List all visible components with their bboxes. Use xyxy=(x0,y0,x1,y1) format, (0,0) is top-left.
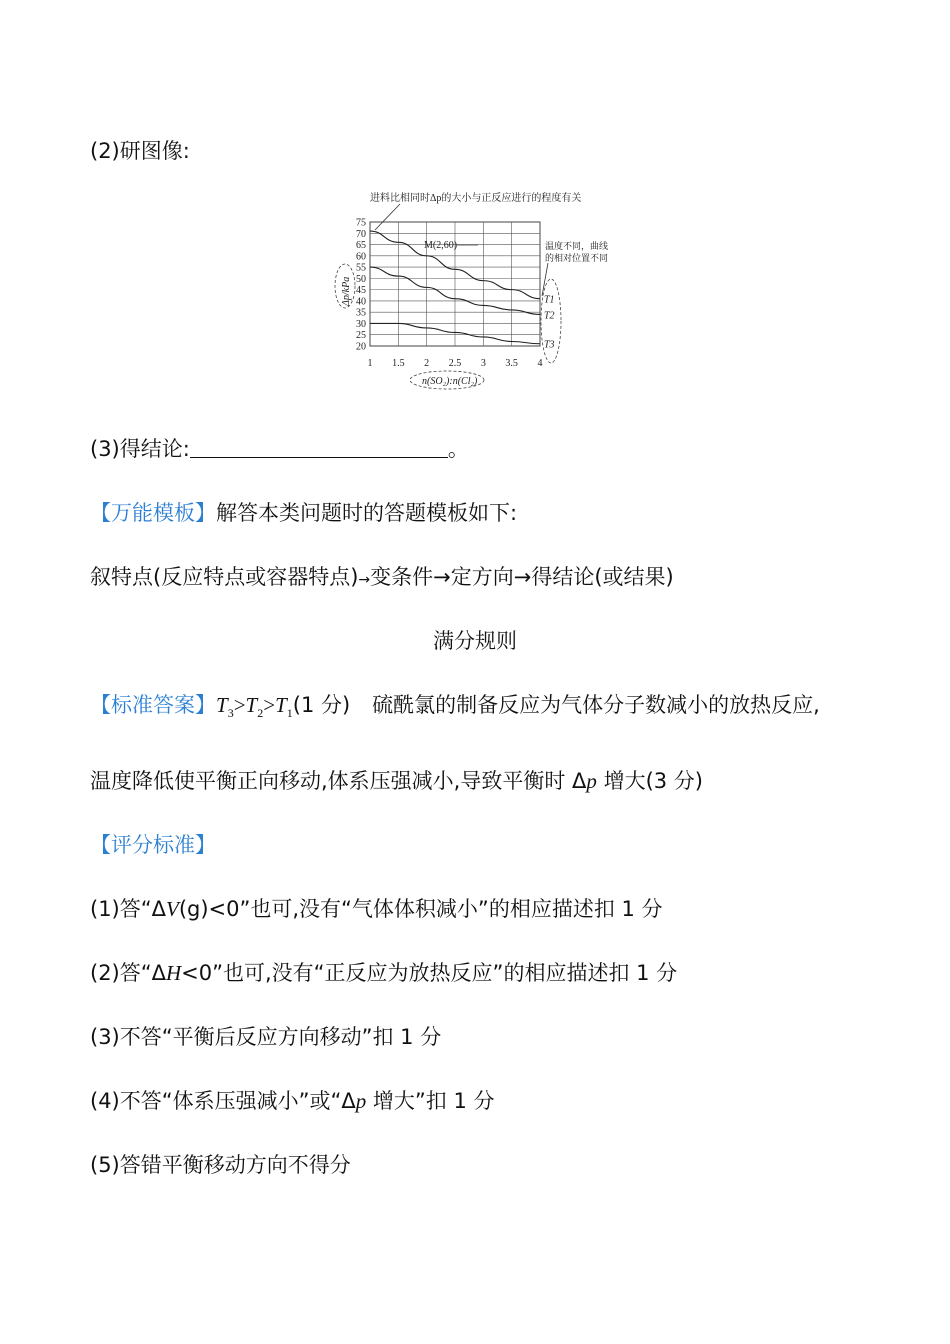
y-tick-30: 30 xyxy=(356,318,366,330)
y-tick-55: 55 xyxy=(356,262,366,274)
standard-answer-tag: 【标准答案】 xyxy=(90,693,216,717)
template-line xyxy=(90,498,517,528)
y-tick-25: 25 xyxy=(356,330,366,342)
x-tick-2.5: 2.5 xyxy=(448,358,462,369)
note-line-1: 温度不同，曲线 xyxy=(545,241,609,251)
x-tick-1.5: 1.5 xyxy=(392,358,405,369)
chart-y-ticks xyxy=(356,218,366,353)
note-leader-line xyxy=(542,263,548,296)
criteria-heading xyxy=(90,830,216,860)
x-tick-2: 2 xyxy=(424,358,430,369)
y-tick-65: 65 xyxy=(356,240,366,252)
chart-x-ticks xyxy=(368,358,543,369)
y-tick-60: 60 xyxy=(356,251,366,263)
criterion-3: (3)不答“平衡后反应方向移动”扣 1 分 xyxy=(90,1025,442,1049)
criteria-tag: 【评分标准】 xyxy=(90,833,216,857)
chart-series xyxy=(370,231,555,351)
y-tick-40: 40 xyxy=(356,296,366,308)
criterion-4: (4)不答“体系压强减小”或“Δp 增大”扣 1 分 xyxy=(90,1089,495,1113)
standard-answer-line-2: 温度降低使平衡正向移动,体系压强减小,导致平衡时 Δp 增大(3 分) xyxy=(90,769,703,793)
heading-full-score-rules: 满分规则 xyxy=(433,629,517,653)
criterion-5: (5)答错平衡移动方向不得分 xyxy=(90,1153,351,1177)
series-label-t3: T3 xyxy=(544,339,555,351)
template-text: 解答本类问题时的答题模板如下: xyxy=(216,501,518,525)
answer-blank[interactable] xyxy=(190,437,448,458)
template-tag: 【万能模板】 xyxy=(90,501,216,525)
x-tick-3.5: 3.5 xyxy=(505,358,518,369)
y-tick-35: 35 xyxy=(356,307,366,319)
note-line-2: 的相对位置不同 xyxy=(545,253,609,263)
pressure-chart xyxy=(320,186,630,396)
point-label-m: M(2,60) xyxy=(424,240,458,251)
standard-answer-line: 【标准答案】$T_3>T_2>T_1(1$ 分) 硫酰氯的制备反应为气体分子数减小的放热反应, xyxy=(90,693,820,721)
x-axis-label: n(SO₂):n(Cl₂) xyxy=(422,376,478,387)
series-label-t2: T2 xyxy=(544,310,555,322)
y-tick-20: 20 xyxy=(356,341,366,353)
x-tick-1: 1 xyxy=(367,358,373,369)
y-axis-label: Δp/kPa xyxy=(341,276,352,306)
y-tick-50: 50 xyxy=(356,273,366,285)
flow-line: 叙特点(反应特点或容器特点)→变条件→定方向→得结论(或结果) xyxy=(90,565,674,589)
arrow-icon: → xyxy=(358,572,371,588)
x-tick-4: 4 xyxy=(537,358,543,369)
criterion-2: (2)答“ΔH<0”也可,没有“正反应为放热反应”的相应描述扣 1 分 xyxy=(90,961,678,985)
series-label-t1: T1 xyxy=(544,294,555,306)
x-tick-3: 3 xyxy=(480,358,486,369)
title-leader-line xyxy=(375,204,400,230)
criterion-1: (1)答“ΔV(g)<0”也可,没有“气体体积减小”的相应描述扣 1 分 xyxy=(90,897,663,921)
y-tick-45: 45 xyxy=(356,285,366,297)
y-tick-75: 75 xyxy=(356,217,366,229)
y-tick-70: 70 xyxy=(356,228,366,240)
section-3-line: (3)得结论: 。 xyxy=(90,437,469,461)
section-2-label: (2)研图像: xyxy=(90,139,190,163)
chart-title: 进料比相同时Δp的大小与正反应进行的程度有关 xyxy=(370,193,582,204)
